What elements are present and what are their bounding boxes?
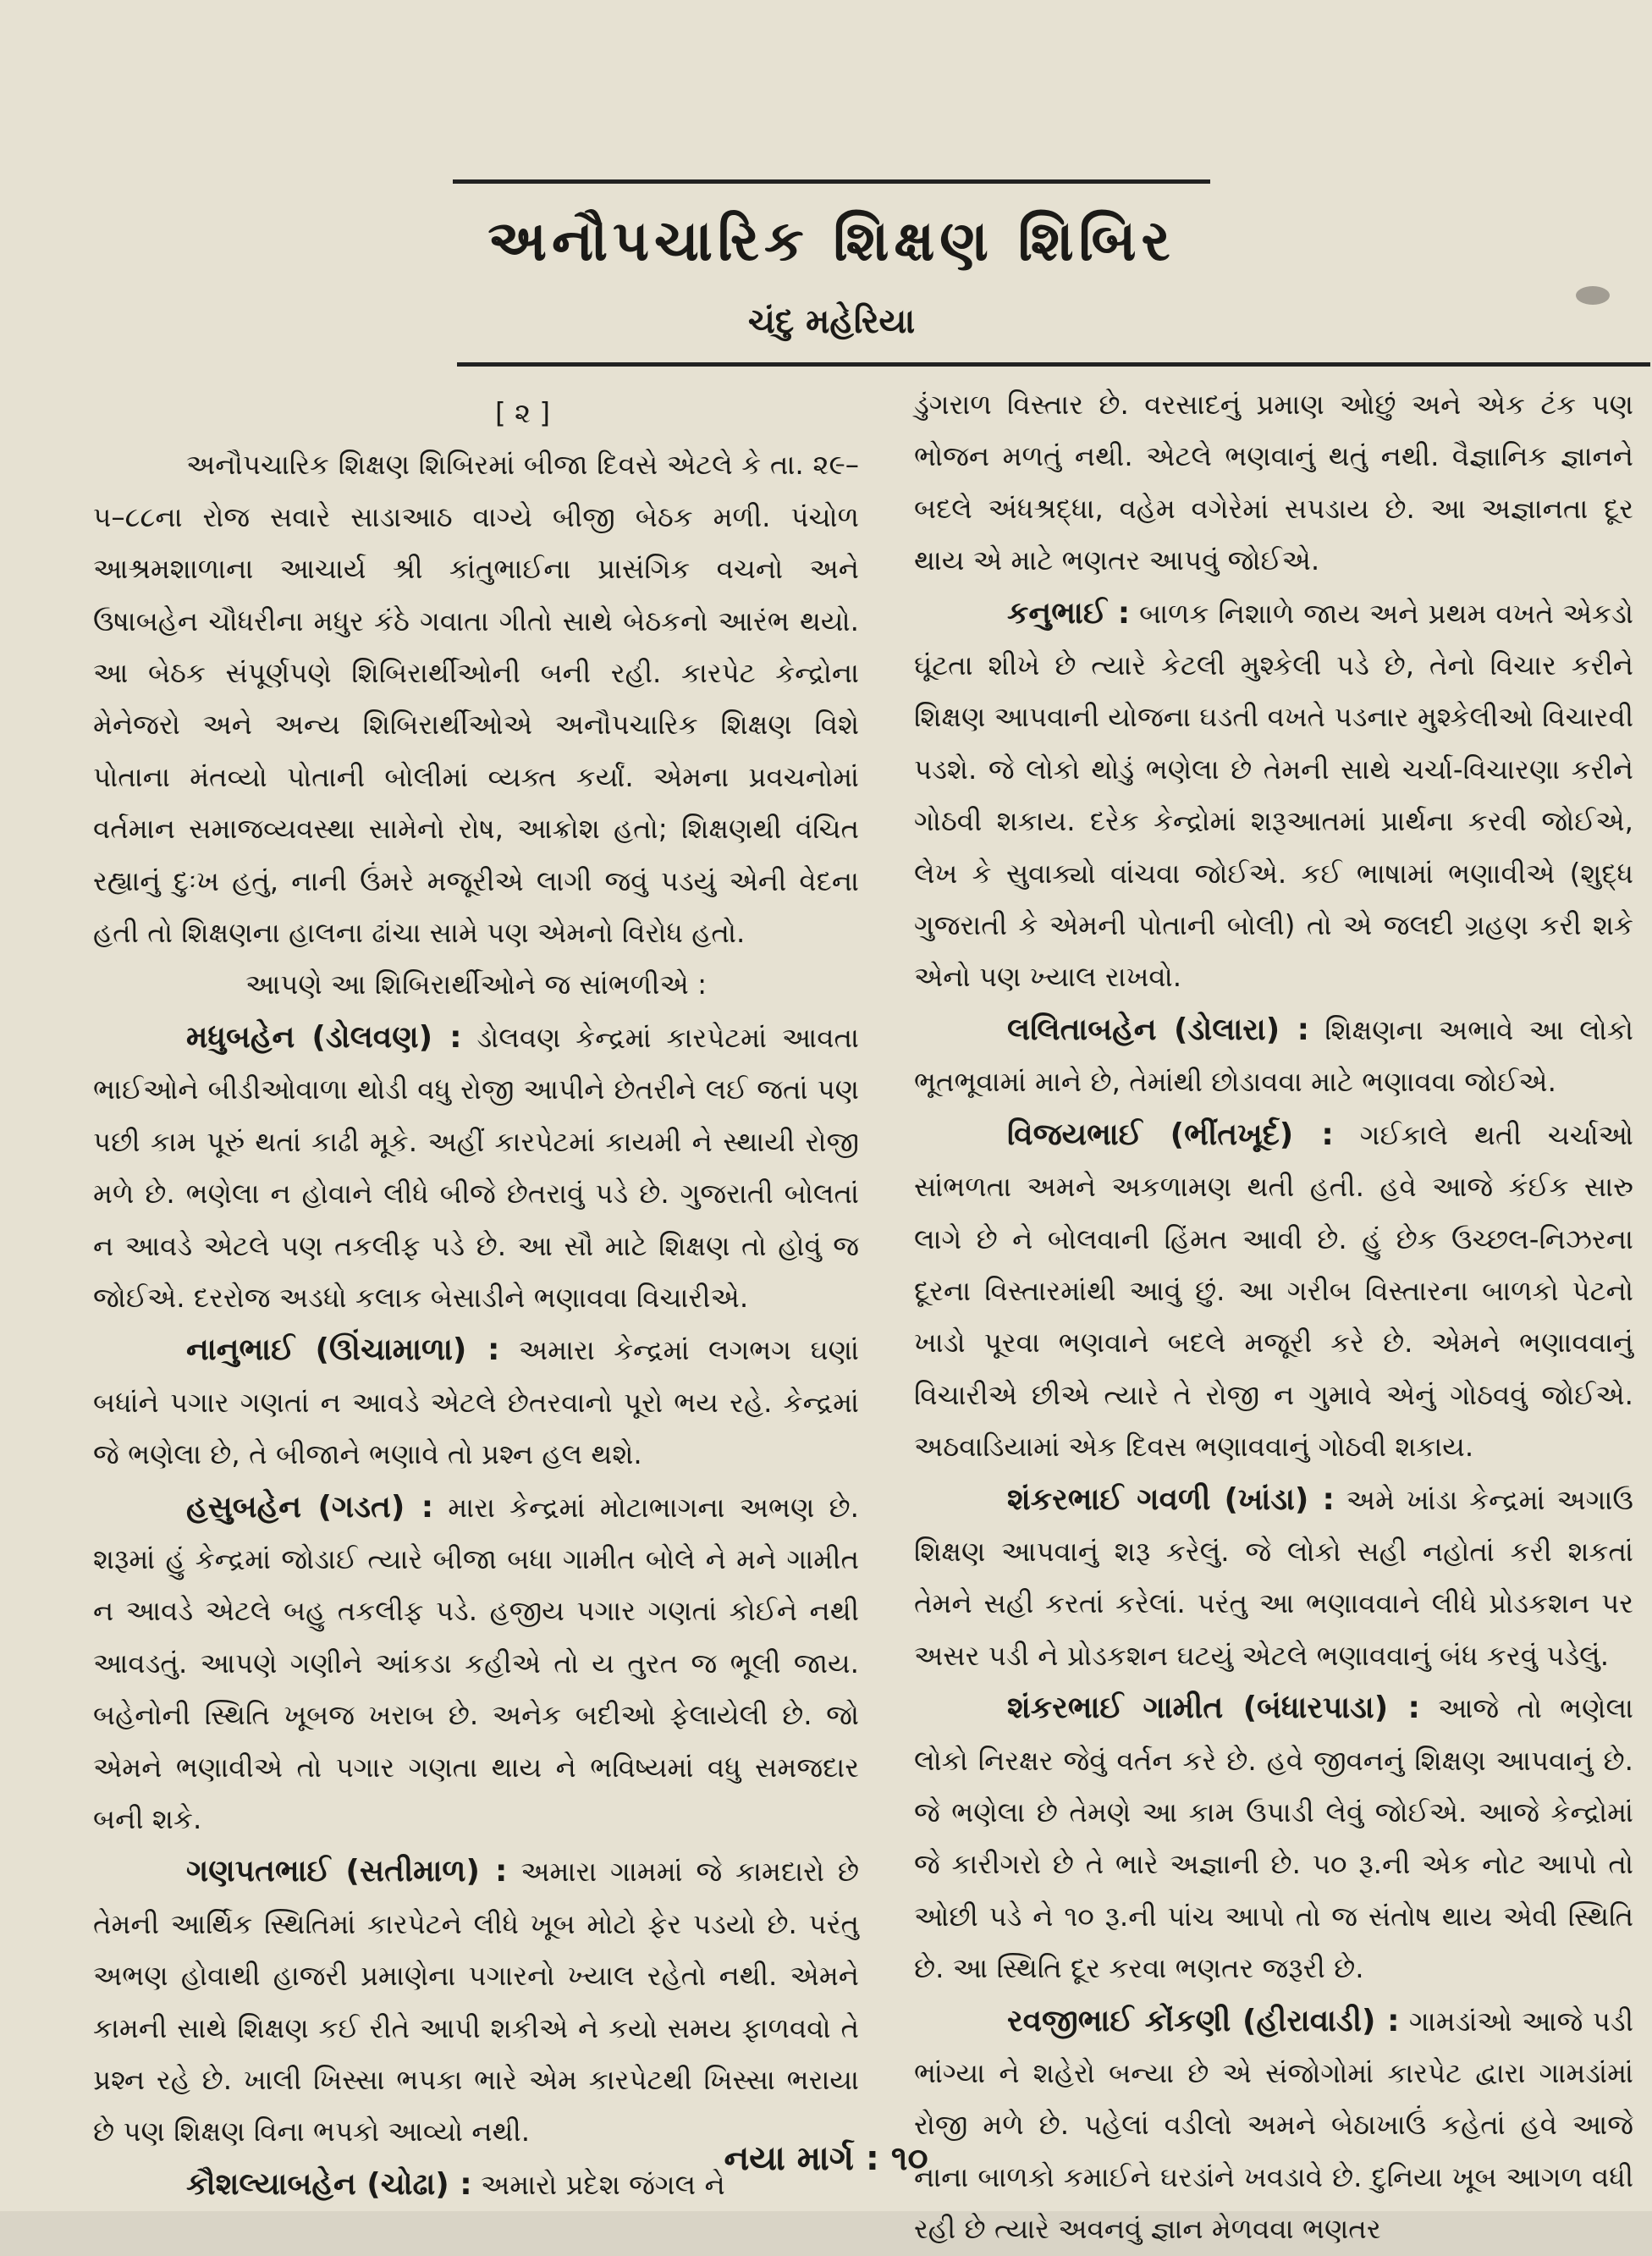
paragraph bbox=[93, 1012, 859, 1324]
speaker-name: વિજયભાઈ (ભીંતખૂર્દ) : bbox=[1007, 1117, 1334, 1152]
paragraph-text: ડોલવણ કેન્દ્રમાં કારપેટમાં આવતા ભાઈઓને બીડીઓવાળા થોડી વધુ રોજી આપીને છેતરીને લઈ જતાં પણ પછી કામ પૂરું થતાં કાઢી મૂકે. અહીં કારપેટમાં કાયમી ને સ્થાયી રોજી મળે છે. ભણેલા ન હોવાને લીધે બીજે છેતરાવું પડે છે. ગુજરાતી બોલતાં ન આવડે એટલે પણ તકલીફ પડે છે. આ સૌ માટે શિક્ષણ તો હોવું જ જોઈએ. દરરોજ અડધો કલાક બેસાડીને ભણાવવા વિચારીએ. bbox=[93, 1021, 859, 1314]
paragraph bbox=[93, 1845, 859, 2158]
ink-smudge bbox=[1576, 286, 1610, 305]
paragraph bbox=[914, 1474, 1633, 1683]
paragraph-text: મારા કેન્દ્રમાં મોટાભાગના અભણ છે. શરૂમાં હું કેન્દ્રમાં જોડાઈ ત્યારે બીજા બધા ગામીત બોલે ને મને ગામીત ન આવડે એટલે બહુ તકલીફ પડે. હજીય પગાર ગણતાં કોઈને નથી આવડતું. આપણે ગણીને આંકડા કહીએ તો ય તુરત જ ભૂલી જાય. બહેનોની સ્થિતિ ખૂબજ ખરાબ છે. અનેક બદીઓ ફેલાયેલી છે. જો એમને ભણાવીએ તો પગાર ગણતા થાય ને ભવિષ્યમાં વધુ સમજદાર બની શકે. bbox=[93, 1491, 859, 1835]
title-bottom-rule bbox=[457, 362, 1650, 367]
speaker-name: કૌશલ્યાબહેન (ચોઢા) : bbox=[186, 2166, 472, 2202]
paragraph bbox=[93, 1481, 859, 1846]
paragraph-text: બાળક નિશાળે જાય અને પ્રથમ વખતે એકડો ઘૂંટતા શીખે છે ત્યારે કેટલી મુશ્કેલી પડે છે, તેનો વિચાર કરીને શિક્ષણ આપવાની યોજના ઘડતી વખતે પડનાર મુશ્કેલીઓ વિચારવી પડશે. જે લોકો થોડું ભણેલા છે તેમની સાથે ચર્ચા-વિચારણા કરીને ગોઠવી શકાય. દરેક કેન્દ્રોમાં શરૂઆતમાં પ્રાર્થના કરવી જોઈએ, લેખ કે સુવાક્યો વાંચવા જોઈએ. કઈ ભાષામાં ભણાવીએ (શુદ્ધ ગુજરાતી કે એમની પોતાની બોલી) તો એ જલદી ગ્રહણ કરી શકે એનો પણ ખ્યાલ રાખવો. bbox=[914, 597, 1634, 994]
paragraph-text: આપણે આ શિબિરાર્થીઓને જ સાંભળીએ : bbox=[245, 968, 708, 1001]
paragraph bbox=[914, 1004, 1633, 1109]
paragraph bbox=[914, 379, 1633, 587]
paragraph bbox=[93, 1324, 859, 1481]
speaker-name: લલિતાબહેન (ડોલારા) : bbox=[1007, 1012, 1309, 1047]
speaker-name: રવજીભાઈ કોંકણી (હીરાવાડી) : bbox=[1007, 2003, 1400, 2038]
paragraph bbox=[914, 587, 1633, 1004]
paragraph-text: ગઈકાલે થતી ચર્ચાઓ સાંભળતા અમને અકળામણ થતી હતી. હવે આજે કંઈક સારુ લાગે છે ને બોલવાની હિંમત આવી છે. હું છેક ઉચ્છલ-નિઝરના દૂરના વિસ્તારમાંથી આવું છું. આ ગરીબ વિસ્તારના બાળકો પેટનો ખાડો પૂરવા ભણવાને બદલે મજૂરી કરે છે. એમને ભણાવવાનું વિચારીએ છીએ ત્યારે તે રોજી ન ગુમાવે એનું ગોઠવવું જોઈએ. અઠવાડિયામાં એક દિવસ ભણાવવાનું ગોઠવી શકાય. bbox=[914, 1118, 1633, 1464]
paragraph bbox=[93, 959, 859, 1011]
paragraph-text: ડુંગરાળ વિસ્તાર છે. વરસાદનું પ્રમાણ ઓછું અને એક ટંક પણ ભોજન મળતું નથી. એટલે ભણવાનું થતું નથી. વૈજ્ઞાનિક જ્ઞાનને બદલે અંધશ્રદ્ધા, વહેમ વગેરેમાં સપડાય છે. આ અજ્ઞાનતા દૂર થાય એ માટે ભણતર આપવું જોઈએ. bbox=[914, 389, 1633, 577]
paragraph bbox=[914, 1995, 1633, 2256]
left-column bbox=[93, 388, 859, 2211]
speaker-name: હસુબહેન (ગડત) : bbox=[186, 1489, 434, 1525]
right-paragraphs bbox=[914, 379, 1633, 2256]
paragraph-text: શિક્ષણના અભાવે આ લોકો ભૂતભૂવામાં માને છે, તેમાંથી છોડાવવા માટે ભણાવવા જોઈએ. bbox=[914, 1013, 1633, 1099]
article-title: અનૌપચારિક શિક્ષણ શિબિર bbox=[487, 208, 1176, 273]
paragraph-text: ગામડાંઓ આજે પડી ભાંગ્યા ને શહેરો બન્યા છે એ સંજોગોમાં કારપેટ દ્વારા ગામડાંમાં રોજી મળે છે. પહેલાં વડીલો અમને બેઠાખાઉં કહેતાં હવે આજે નાના બાળકો કમાઈને ઘરડાંને ખવડાવે છે. દુનિયા ખૂબ આગળ વધી રહી છે ત્યારે અવનવું જ્ઞાન મેળવવા ભણતર bbox=[914, 2005, 1633, 2246]
paragraph-text: આજે તો ભણેલા લોકો નિરક્ષર જેવું વર્તન કરે છે. હવે જીવનનું શિક્ષણ આપવાનું છે. જે ભણેલા છે તેમણે આ કામ ઉપાડી લેવું જોઈએ. આજે કેન્દ્રોમાં જે કારીગરો છે તે ભારે અજ્ઞાની છે. ૫૦ રૂ.ની એક નોટ આપો તો ઓછી પડે ને ૧૦ રૂ.ની પાંચ આપો તો જ સંતોષ થાય એવી સ્થિતિ છે. આ સ્થિતિ દૂર કરવા ભણતર જરૂરી છે. bbox=[914, 1692, 1633, 1985]
part-number: [ ૨ ] bbox=[494, 397, 551, 429]
title-top-rule bbox=[453, 179, 1210, 184]
article-author: ચંદુ મહેરિયા bbox=[747, 302, 916, 341]
paragraph bbox=[914, 1682, 1633, 1994]
paragraph-text: અનૌપચારિક શિક્ષણ શિબિરમાં બીજા દિવસે એટલે કે તા. ૨૯–૫–૮૮ના રોજ સવારે સાડાઆઠ વાગ્યે બીજી બેઠક મળી. પંચોળ આશ્રમશાળાના આચાર્ય શ્રી કાંતુભાઈના પ્રાસંગિક વચનો અને ઉષાબહેન ચૌધરીના મધુર કંઠે ગવાતા ગીતો સાથે બેઠકનો આરંભ થયો. આ બેઠક સંપૂર્ણપણે શિબિરાર્થીઓની બની રહી. કારપેટ કેન્દ્રોના મેનેજરો અને અન્ય શિબિરાર્થીઓએ અનૌપચારિક શિક્ષણ વિશે પોતાના મંતવ્યો પોતાની બોલીમાં વ્યક્ત કર્યાં. એમના પ્રવચનોમાં વર્તમાન સમાજવ્યવસ્થા સામેનો રોષ, આક્રોશ હતો; શિક્ષણથી વંચિત રહ્યાનું દુઃખ હતું, નાની ઉંમરે મજૂરીએ લાગી જવું પડયું એની વેદના હતી તો શિક્ષણના હાલના ઢાંચા સામે પણ એમનો વિરોધ હતો. bbox=[93, 449, 859, 950]
right-column bbox=[914, 379, 1633, 2256]
speaker-name: ગણપતભાઈ (સતીમાળ) : bbox=[186, 1854, 508, 1889]
paragraph-text: અમારા કેન્દ્રમાં લગભગ ઘણાં બધાંને પગાર ગણતાં ન આવડે એટલે છેતરવાનો પૂરો ભય રહે. કેન્દ્રમાં જે ભણેલા છે, તે બીજાને ભણાવે તો પ્રશ્ન હલ થશે. bbox=[93, 1334, 859, 1471]
speaker-name: મધુબહેન (ડોલવણ) : bbox=[186, 1019, 462, 1055]
paragraph bbox=[93, 439, 859, 959]
paragraph bbox=[914, 1109, 1633, 1474]
speaker-name: શંકરભાઈ ગામીત (બંધારપાડા) : bbox=[1007, 1691, 1420, 1726]
page-footer: નયા માર્ગ : ૧૦ bbox=[724, 2139, 928, 2178]
paragraph-text: અમારો પ્રદેશ જંગલ ને bbox=[471, 2168, 725, 2201]
speaker-name: શંકરભાઈ ગવળી (ખાંડા) : bbox=[1007, 1481, 1335, 1517]
speaker-name: કનુભાઈ : bbox=[1007, 595, 1131, 631]
paragraph-text: અમે ખાંડા કેન્દ્રમાં અગાઉ શિક્ષણ આપવાનું શરૂ કરેલું. જે લોકો સહી નહોતાં કરી શકતાં તેમને સહી કરતાં કરેલાં. પરંતુ આ ભણાવવાને લીધે પ્રોડકશન પર અસર પડી ને પ્રોડકશન ઘટયું એટલે ભણાવવાનું બંધ કરવું પડેલું. bbox=[914, 1483, 1633, 1672]
paragraph-text: અમારા ગામમાં જે કામદારો છે તેમની આર્થિક સ્થિતિમાં કારપેટને લીધે ખૂબ મોટો ફેર પડયો છે. પરંતુ અભણ હોવાથી હાજરી પ્રમાણેના પગારનો ખ્યાલ રહેતો નથી. એમને કામની સાથે શિક્ષણ કઈ રીતે આપી શકીએ ને કયો સમય ફાળવવો તે પ્રશ્ન રહે છે. ખાલી ખિસ્સા ભપકા ભારે એમ કારપેટથી ખિસ્સા ભરાયા છે પણ શિક્ષણ વિના ભપકો આવ્યો નથી. bbox=[93, 1856, 860, 2148]
speaker-name: નાનુભાઈ (ઊંચામાળા) : bbox=[186, 1332, 500, 1368]
left-paragraphs bbox=[93, 439, 859, 2211]
